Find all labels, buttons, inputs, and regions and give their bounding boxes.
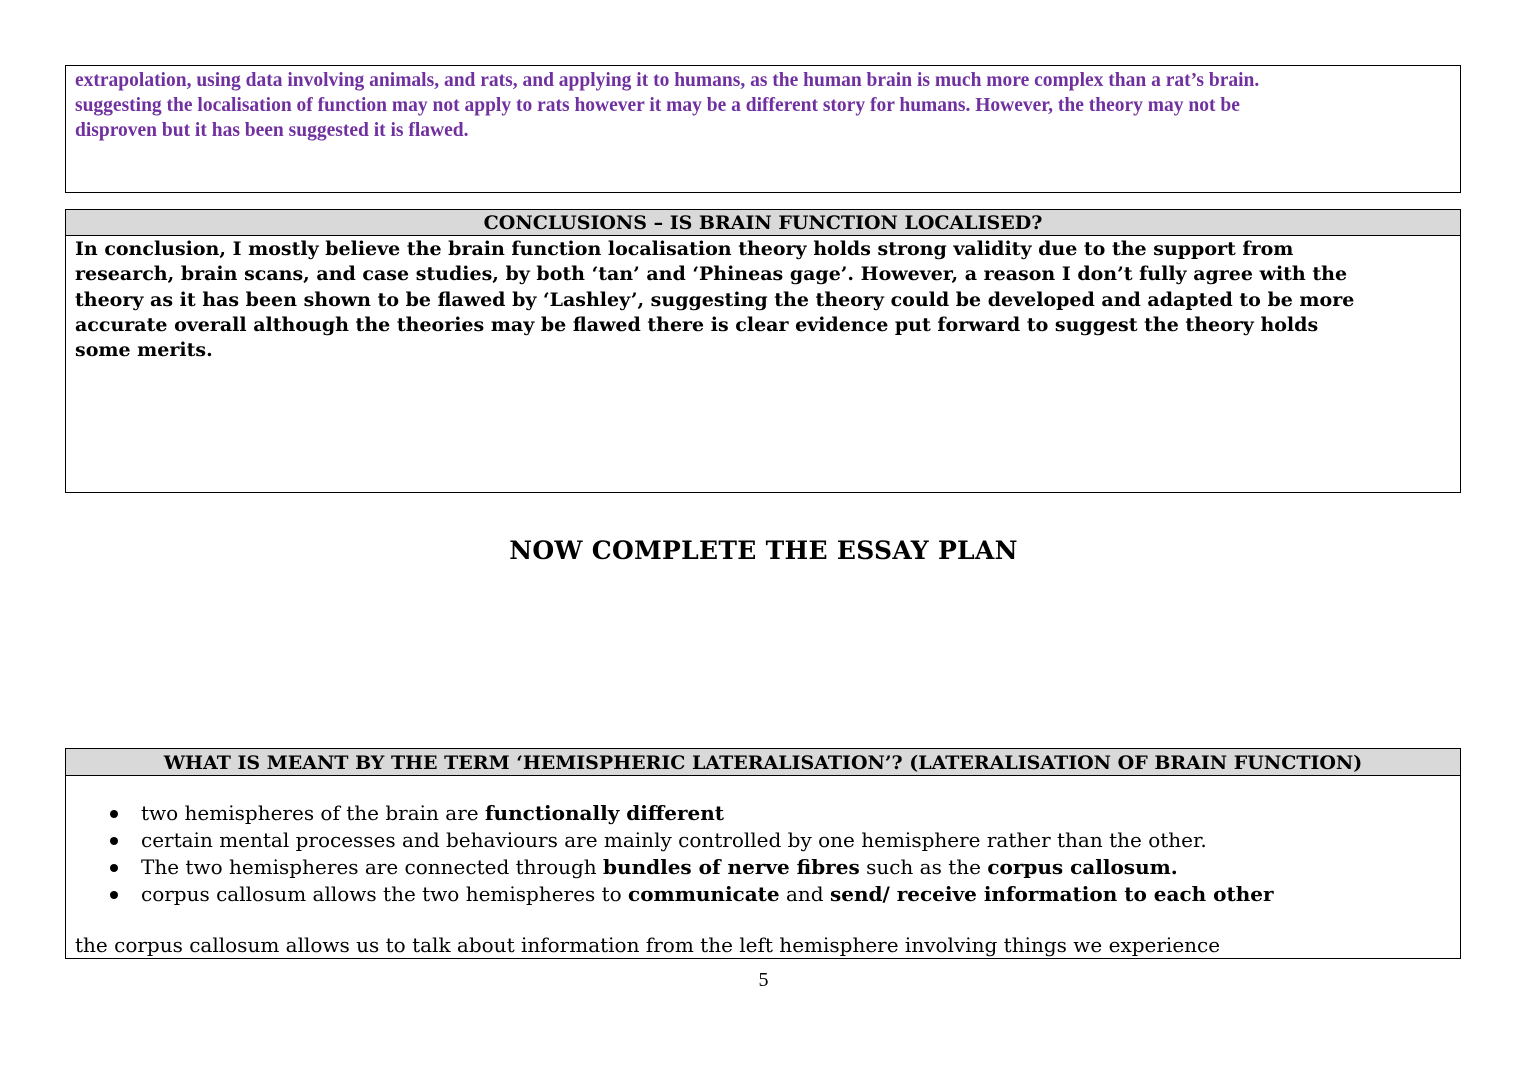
bullet-bold-text: bundles of nerve fibres xyxy=(603,855,860,879)
bullet-bold-text: send/ receive information to each other xyxy=(829,882,1274,906)
bullet-bold-text: functionally different xyxy=(484,801,725,825)
bullet-text: corpus callosum allows the two hemispheres to xyxy=(141,882,629,906)
bullet-dot xyxy=(110,864,118,872)
corpus-callosum-note: the corpus callosum allows us to talk about information from the left hemisphere involving things we experience xyxy=(75,933,1221,957)
bullet-dot xyxy=(110,891,118,899)
bullet-text: and xyxy=(779,882,830,906)
list-item xyxy=(66,827,1274,854)
evaluation-continued-box xyxy=(65,65,1461,193)
page-number: 5 xyxy=(758,969,769,991)
bullet-bold-text: corpus callosum. xyxy=(987,855,1178,879)
bullet-text: such as the xyxy=(859,855,988,879)
bullet-text: two hemispheres of the brain are xyxy=(141,801,485,825)
list-item xyxy=(66,800,1274,827)
evaluation-text: extrapolation, using data involving animals, and rats, and applying it to humans, as the human brain is much more complex than a rat’s brain. suggesting the localisation of function may not apply to rats however it may be a different story for humans. However, the theory may not be disproven but it has been suggested it is flawed. xyxy=(75,70,1260,141)
bullet-text: The two hemispheres are connected through xyxy=(141,855,604,879)
bullet-dot xyxy=(110,810,118,818)
list-item xyxy=(66,881,1274,908)
lateralisation-header: WHAT IS MEANT BY THE TERM ‘HEMISPHERIC LATERALISATION’? (LATERALISATION OF BRAIN FUNCTION) xyxy=(66,749,1460,776)
bullet-bold-text: communicate xyxy=(628,882,780,906)
lateralisation-bullet-list xyxy=(66,800,1274,908)
conclusions-text: In conclusion, I mostly believe the brain function localisation theory holds strong validity due to the support from research, brain scans, and case studies, by both ‘tan’ and ‘Phineas gage’. However, a reason I don’t fully agree with the theory as it has been shown to be flawed by ‘Lashley’, suggesting the theory could be developed and adapted to be more accurate overall although the theories may be flawed there is clear evidence put forward to suggest the theory holds some merits. xyxy=(75,238,1355,362)
conclusions-header: CONCLUSIONS – IS BRAIN FUNCTION LOCALISED? xyxy=(66,210,1460,236)
essay-plan-title: NOW COMPLETE THE ESSAY PLAN xyxy=(509,536,1018,565)
bullet-text: certain mental processes and behaviours are mainly controlled by one hemisphere rather than the other. xyxy=(141,828,1207,852)
bullet-dot xyxy=(110,837,118,845)
list-item xyxy=(66,854,1274,881)
conclusions-box xyxy=(65,209,1461,493)
lateralisation-box xyxy=(65,748,1461,959)
